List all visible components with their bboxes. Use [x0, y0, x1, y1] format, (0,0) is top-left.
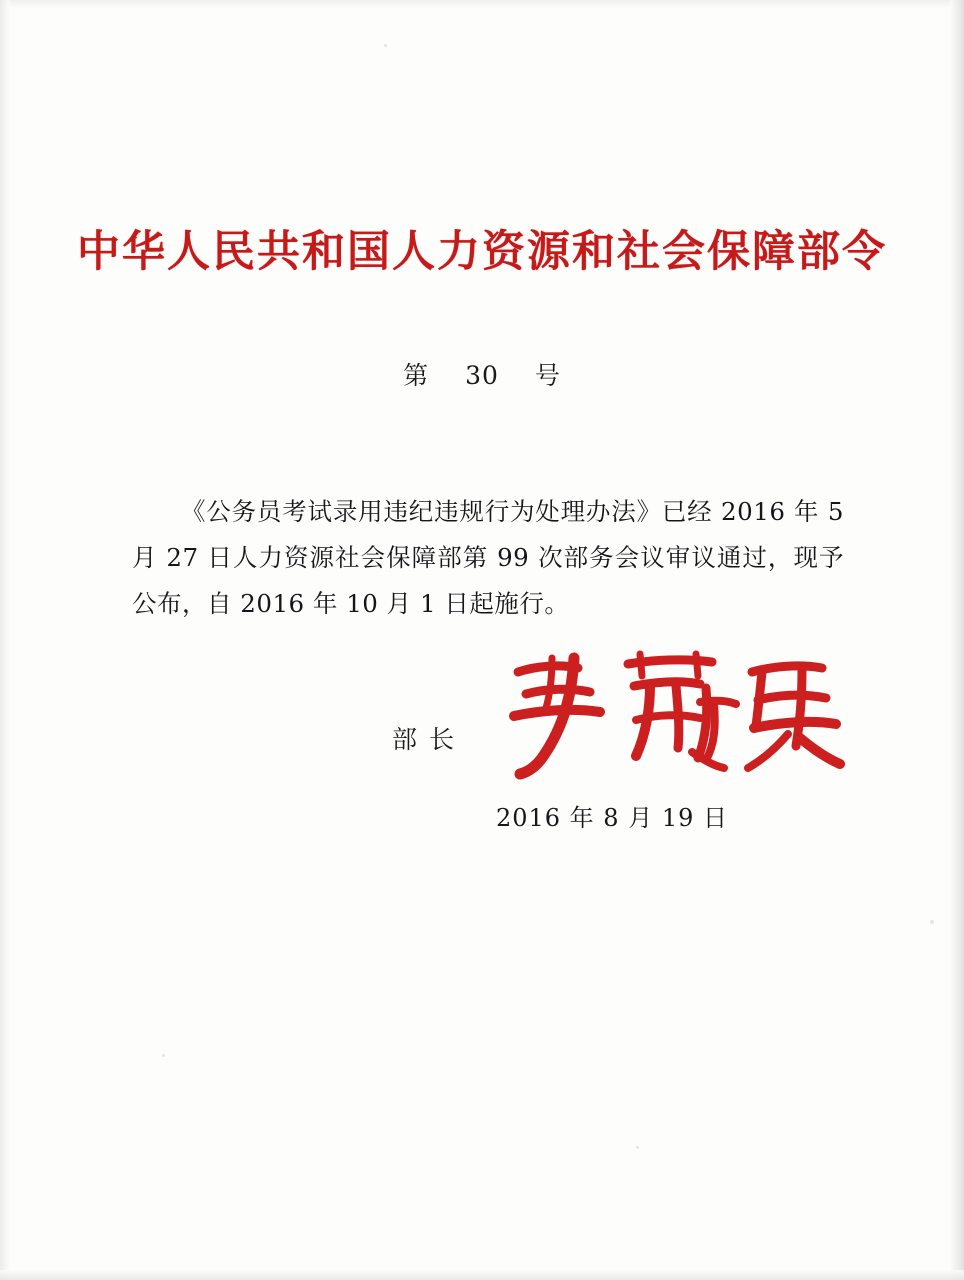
- issue-date: 2016 年 8 月 19 日: [495, 804, 728, 832]
- signer-title-label: 部长: [392, 725, 467, 754]
- scan-speck: [162, 1054, 165, 1057]
- scan-speck: [384, 44, 387, 47]
- order-number-value: 30: [465, 361, 499, 390]
- page-title: 中华人民共和国人力资源和社会保障部令: [77, 226, 887, 277]
- order-number-line: [0, 356, 964, 392]
- scan-edge-right: [950, 0, 964, 1280]
- order-number-unit: 号: [534, 361, 561, 390]
- scan-speck: [930, 920, 934, 924]
- scan-edge-bottom: [0, 1270, 964, 1280]
- document-body-text: 《公务员考试录用违纪违规行为处理办法》已经 2016 年 5 月 27 日人力资源社会保障部第 99 次部务会议审议通过，现予公布，自 2016 年 10 月 1 日起施行。: [132, 496, 844, 618]
- scan-edge-top: [0, 0, 964, 8]
- scan-speck: [636, 1146, 639, 1149]
- scan-edge-left: [0, 0, 10, 1280]
- signature-block: [0, 690, 964, 810]
- order-number-prefix: 第: [403, 361, 430, 390]
- handwritten-signature: [500, 642, 850, 782]
